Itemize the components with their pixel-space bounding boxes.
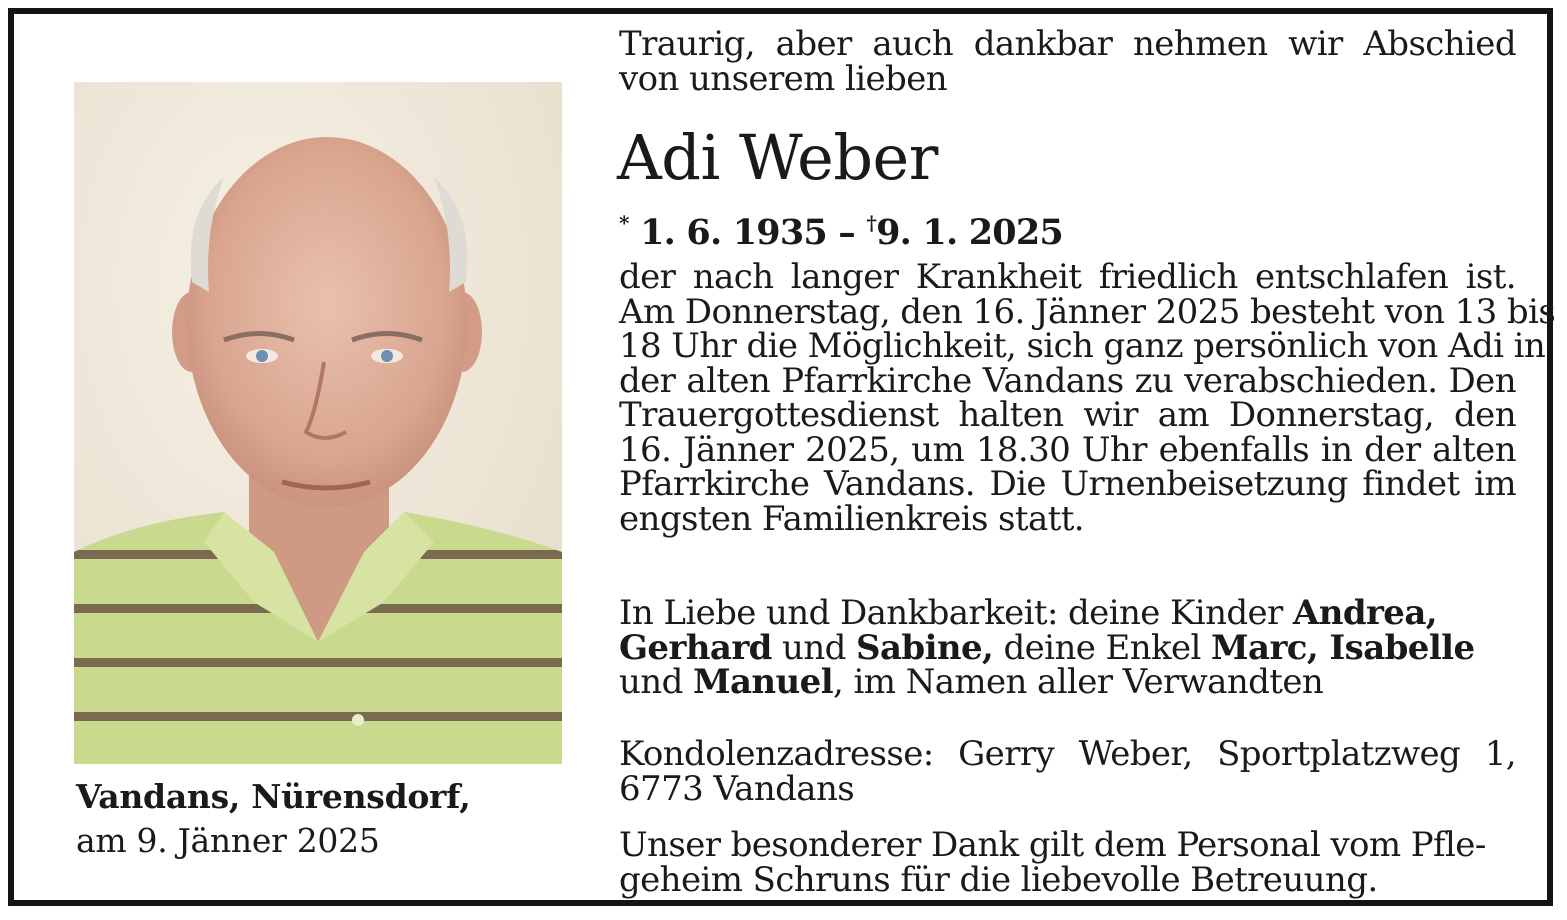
date-separator: – — [826, 212, 867, 253]
intro-line: Traurig, aber auch dankbar nehmen wir Abschied — [619, 24, 1516, 64]
intro-text — [619, 24, 1516, 99]
deceased-name: Adi Weber — [617, 121, 938, 194]
place-caption: Vandans, Nürensdorf, — [76, 777, 471, 816]
thanks-line: geheim Schruns für die liebevolle Betreuung. — [619, 859, 1378, 900]
body-line: Trauergottesdienst halten wir am Donnerstag, den — [619, 395, 1516, 435]
body-line: der nach langer Krankheit friedlich entschlafen ist. — [619, 257, 1516, 297]
died-symbol: † — [866, 211, 877, 235]
child-name: Gerhard — [619, 627, 772, 668]
grandchild-name: Manuel — [692, 662, 834, 702]
born-symbol: * — [619, 211, 629, 235]
died-date: 9. 1. 2025 — [876, 212, 1063, 253]
body-line: Pfarrkirche Vandans. Die Urnenbeisetzung findet im — [619, 464, 1516, 504]
child-name: Andrea, — [1292, 593, 1438, 633]
thanks-note — [619, 825, 1516, 900]
family-prefix: In Liebe und Dankbarkeit: deine Kinder — [619, 593, 1293, 633]
lifespan — [619, 202, 1063, 254]
condolence-line: Kondolenzadresse: Gerry Weber, Sportplatzweg 1, — [619, 734, 1516, 774]
body-line: 18 Uhr die Möglichkeit, sich ganz persönlich von Adi in — [619, 326, 1546, 366]
born-date: 1. 6. 1935 — [640, 212, 827, 253]
family-suffix: , im Namen aller Verwandten — [833, 662, 1324, 702]
body-line: Am Donnerstag, den 16. Jänner 2025 besteht von 13 bis — [619, 291, 1556, 332]
conjunction: und — [619, 662, 693, 702]
body-line: engsten Familienkreis statt. — [619, 498, 1084, 539]
grandchild-names: Marc, Isabelle — [1211, 627, 1475, 668]
body-line: der alten Pfarrkirche Vandans zu verabschieden. Den — [619, 360, 1516, 401]
family-line — [619, 662, 1516, 702]
grandchildren-prefix: deine Enkel — [993, 627, 1211, 668]
family-line — [619, 593, 1516, 633]
intro-line: von unserem lieben — [619, 58, 948, 99]
portrait-photo — [74, 82, 562, 764]
condolence-line: 6773 Vandans — [619, 768, 855, 809]
body-line: 16. Jänner 2025, um 18.30 Uhr ebenfalls in der alten — [619, 429, 1516, 470]
date-caption: am 9. Jänner 2025 — [76, 821, 380, 860]
thanks-line: Unser besonderer Dank gilt dem Personal vom Pfle- — [619, 825, 1486, 865]
child-name: Sabine, — [856, 627, 994, 668]
family-line — [619, 627, 1516, 668]
notice-body — [619, 257, 1556, 539]
conjunction: und — [771, 627, 857, 668]
family-signature — [619, 593, 1516, 702]
condolence-address — [619, 734, 1516, 809]
